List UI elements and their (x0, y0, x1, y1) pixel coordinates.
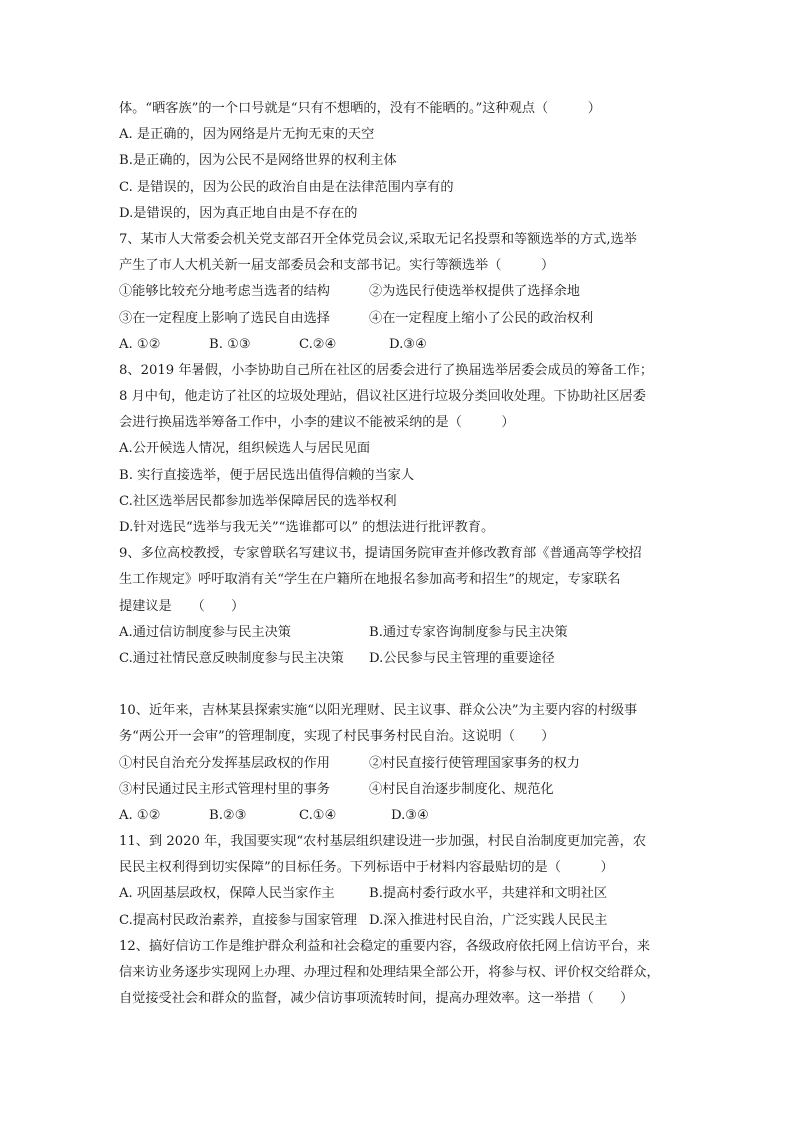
question-11 (119, 829, 679, 934)
question-10-choices (119, 803, 679, 829)
question-8-stem-line: 会进行换届选举筹备工作中，小李的建议不能被采纳的是（ ） (119, 415, 515, 431)
question-9-option-a: A.通过信访制度参与民主决策 (119, 624, 291, 640)
question-9-option-c: C.通过社情民意反映制度参与民主决策 (119, 650, 344, 666)
question-10-items-row (119, 777, 679, 803)
question-11-option-b: B.提高村委行政水平，共建祥和文明社区 (369, 886, 608, 902)
question-10-item-4: ④村民自治逐步制度化、规范化 (369, 781, 554, 797)
question-9-stem-line: 生工作规定》呼吁取消有关“学生在户籍所在地报名参加高考和招生”的规定，专家联名 (119, 572, 621, 588)
blank-gap (119, 672, 679, 698)
question-10-stem-line: 务“两公开一会审”的管理制度，实现了村民事务村民自治。这说明（ ） (119, 729, 555, 745)
question-9-options-row (119, 620, 679, 646)
question-11-option-a: A. 巩固基层政权，保障人民当家作主 (119, 886, 335, 902)
question-9-option-b: B.通过专家咨询制度参与民主决策 (369, 624, 568, 640)
question-8-option-c: C.社区选举居民都参加选举保障居民的选举权利 (119, 493, 397, 509)
question-8-option-b: B. 实行直接选举，便于居民选出值得信赖的当家人 (119, 467, 415, 483)
question-8 (119, 358, 679, 541)
question-7-stem-line: 产生了市人大机关新一届支部委员会和支部书记。实行等额选举（ ） (119, 258, 555, 274)
question-7-items-row (119, 306, 679, 332)
question-7-item-1: ①能够比较充分地考虑当选者的结构 (119, 284, 330, 300)
question-10-stem-line: 10、近年来，吉林某县探索实施“以阳光理财、民主议事、群众公决”为主要内容的村级事 (119, 703, 638, 719)
question-10-choice-b: B.②③ (209, 807, 247, 823)
question-9 (119, 541, 679, 672)
question-11-options-row (119, 881, 679, 907)
question-9-stem-line: 9、多位高校教授，专家曾联名写建议书，提请国务院审查并修改教育部《普通高等学校招 (119, 546, 642, 562)
question-11-options-row (119, 908, 679, 934)
question-7-item-3: ③在一定程度上影响了选民自由选择 (119, 310, 330, 326)
question-7-stem-line: 7、某市人大常委会机关党支部召开全体党员会议,采取无记名投票和等额选举的方式,选举 (119, 231, 637, 247)
question-11-option-c: C.提高村民政治素养，直接参与国家管理 (119, 912, 357, 928)
question-8-stem-line: 8、2019 年暑假，小李协助自己所在社区的居委会进行了换届选举居委会成员的筹备工作； (119, 362, 654, 378)
question-11-option-d: D.深入推进村民自治，广泛实践人民民主 (369, 912, 608, 928)
question-8-option-a: A.公开候选人情况，组织候选人与居民见面 (119, 441, 371, 457)
question-10-item-2: ②村民直接行使管理国家事务的权力 (369, 755, 580, 771)
question-9-options-row (119, 646, 679, 672)
question-7-item-2: ②为选民行使选举权提供了选择余地 (369, 284, 580, 300)
question-6-option-a: A. 是正确的，因为网络是片无拘无束的天空 (119, 127, 375, 143)
question-10-item-3: ③村民通过民主形式管理村里的事务 (119, 781, 330, 797)
question-11-stem-line: 11、到 2020 年，我国要实现“农村基层组织建设进一步加强，村民自治制度更加完善，农 (119, 834, 647, 850)
question-8-stem-line: 8 月中旬，他走访了社区的垃圾处理站，倡议社区进行垃圾分类回收处理。下协助社区居委 (119, 389, 646, 405)
question-7-choice-d: D.③④ (389, 336, 427, 352)
question-6-option-d: D.是错误的，因为真正地自由是不存在的 (119, 205, 358, 221)
question-7-items-row (119, 279, 679, 305)
question-10-items-row (119, 751, 679, 777)
question-11-stem-line: 民民主权利得到切实保障”的目标任务。下列标语中于材料内容最贴切的是（ ） (119, 860, 614, 876)
question-6 (119, 96, 679, 227)
question-6-option-b: B.是正确的，因为公民不是网络世界的权利主体 (119, 153, 397, 169)
question-6-stem: 体。“晒客族”的一个口号就是“只有不想晒的，没有不能晒的。”这种观点（ ） (119, 101, 601, 116)
question-7-choices (119, 332, 679, 358)
question-12-stem-line: 12、搞好信访工作是维护群众利益和社会稳定的重要内容，各级政府依托网上信访平台，来 (119, 938, 651, 954)
question-7-choice-a: A. ①② (119, 336, 161, 352)
question-10-choice-c: C.①④ (299, 807, 337, 823)
question-7-choice-c: C.②④ (299, 336, 337, 352)
question-7-choice-b: B. ①③ (209, 336, 251, 352)
question-12 (119, 934, 679, 1013)
question-12-stem-line: 自觉接受社会和群众的监督，减少信访事项流转时间，提高办理效率。这一举措（ ） (119, 991, 634, 1007)
question-9-option-d: D.公民参与民主管理的重要途径 (369, 650, 555, 666)
question-10-choice-a: A. ①② (119, 807, 161, 823)
question-12-stem-line: 信来访业务逐步实现网上办理、办理过程和处理结果全部公开，将参与权、评价权交给群众， (119, 965, 660, 980)
question-10-choice-d: D.③④ (391, 807, 429, 823)
question-6-option-c: C. 是错误的，因为公民的政治自由是在法律范围内享有的 (119, 179, 454, 195)
question-10 (119, 698, 679, 829)
question-10-item-1: ①村民自治充分发挥基层政权的作用 (119, 755, 330, 771)
question-8-option-d: D.针对选民“选举与我无关”“选谁都可以” 的想法进行批评教育。 (119, 520, 495, 535)
question-7-item-4: ④在一定程度上缩小了公民的政治权利 (369, 310, 594, 326)
question-7 (119, 227, 679, 358)
question-9-stem-line: 提建议是 （ ） (119, 598, 245, 614)
exam-content (119, 96, 679, 1012)
